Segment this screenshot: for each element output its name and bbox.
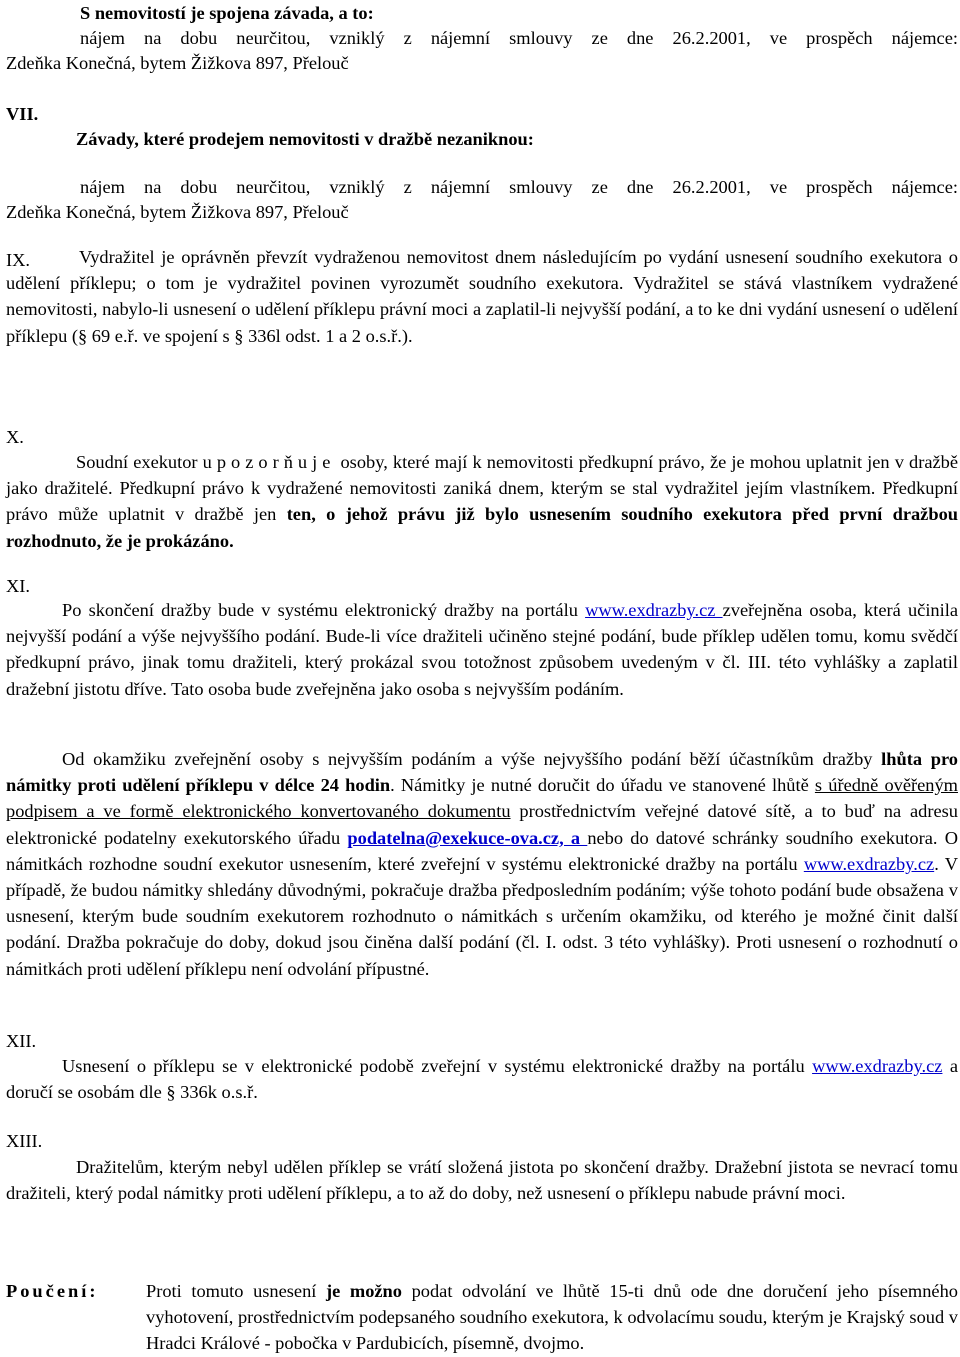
section-xiii-text: Dražitelům, kterým nebyl udělen příklep se vrátí složená jistota po skončení dražby. Dražební jistota se nevrací tomu dražiteli, který podal námitky proti udělení příklepu, a to až do doby, než usnesení o příklepu nabude právní moci. xyxy=(6,1157,958,1204)
objections-signature-underlined: s úředně ověřeným podpisem a ve formě elektronického konvertovaného dokumentu xyxy=(6,775,958,822)
section-x-text xyxy=(6,449,958,554)
section-xiii-number: XIII. xyxy=(6,1131,43,1151)
section-xii-text xyxy=(6,1053,958,1105)
section-ix-number: IX. xyxy=(6,250,31,270)
objections-deadline-bold: lhůta pro námitky proti udělení příklepu v délce 24 hodin xyxy=(6,749,958,796)
section-xii-text-b: a doručí se osobám dle § 336k o.s.ř. xyxy=(6,1056,958,1103)
lease-line-2: Zdeňka Konečná, bytem Žižkova 897, Přelouč xyxy=(6,53,349,73)
lease-line-1: nájem na dobu neurčitou, vzniklý z nájemní smlouvy ze dne 26.2.2001, ve prospěch nájemce: xyxy=(80,28,958,48)
objections-paragraph xyxy=(6,746,958,982)
objections-text-e: . V případě, že budou námitky shledány důvodnými, pokračuje dražba předposledním podáním; výše tohoto podání bude obsažena v usnesení, kterým bude soudním exekutorem rozhodnuto o námitkách s určením okamžiku, od kterého je možné činit další podání. Dražba pokračuje do doby, dokud jsou činěna další podání (čl. I. odst. 3 této vyhlášky). Proti usnesení o rozhodnutí o námitkách proti udělení příklepu není odvolání přípustné. xyxy=(6,853,958,979)
section-xii-text-a: Usnesení o příklepu se v elektronické podobě zveřejní v systému elektronické dražby na portálu xyxy=(62,1056,813,1076)
section-xii-number: XII. xyxy=(6,1031,37,1051)
section-xi-text xyxy=(6,597,958,702)
section-xi-text-b: zveřejněna osoba, která učinila nejvyšší podání a výše nejvyššího podání. Bude-li více dražiteli učiněno stejné podání, bude příklep udělen tomu, komu svědčí předkupní právo, jinak tomu dražiteli, který prokázal svou totožnost způsobem uvedeným v čl. III. této vyhlášky a zaplatil dražební jistotu dříve. Tato osoba bude zveřejněna jako osoba s nejvyšším podáním. xyxy=(6,600,959,699)
section-vii-line-2: Zdeňka Konečná, bytem Žižkova 897, Přelouč xyxy=(6,202,349,222)
objections-text-a: Od okamžiku zveřejnění osoby s nejvyšším podáním a výše nejvyššího podání běží účastníkům dražby xyxy=(62,749,882,769)
exdrazby-link-3[interactable]: www.exdrazby.cz xyxy=(812,1056,943,1076)
podatelna-email-link[interactable]: podatelna@exekuce-ova.cz, a xyxy=(347,827,588,848)
section-x-text-b: osoby, které mají k nemovitosti předkupní právo, že je mohou uplatnit jen v dražbě jako dražitelé. Předkupní právo k vydražené nemovitosti zaniká dnem, kterým se stal vydražitel jejím vlastníkem. Předkupní právo může uplatnit v dražbě jen xyxy=(6,452,959,525)
instruction-text-a: Proti tomuto usnesení xyxy=(146,1281,326,1301)
encumbrance-heading: S nemovitostí je spojena závada, a to: xyxy=(80,3,374,23)
objections-text-c: prostřednictvím veřejné datové sítě, a to buď na adresu elektronické podatelny exekutorského úřadu xyxy=(6,801,958,848)
instruction-text-b: podat odvolání ve lhůtě 15-ti dnů ode dne doručení jeho písemného vyhotovení, prostřednictvím podepsaného soudního exekutora, k odvolacímu soudu, kterým je Krajský soud v Hradci Králové - pobočka v Pardubicích, písemně, dvojmo. xyxy=(146,1281,958,1354)
section-vii-number: VII. xyxy=(6,104,39,124)
section-vii-title: Závady, které prodejem nemovitosti v dražbě nezaniknou: xyxy=(76,129,534,149)
exdrazby-link-2[interactable]: www.exdrazby.cz xyxy=(803,853,935,874)
section-vii-line-1: nájem na dobu neurčitou, vzniklý z nájemní smlouvy ze dne 26.2.2001, ve prospěch nájemce: xyxy=(80,177,958,197)
instruction-label: Poučení: xyxy=(6,1281,99,1301)
objections-text-b: . Námitky je nutné doručit do úřadu ve stanovené lhůtě xyxy=(390,775,815,796)
warns-spaced-word: upozorňuje xyxy=(202,452,336,472)
instruction-bold: je možno xyxy=(326,1281,402,1301)
section-xi-text-a: Po skončení dražby bude v systému elektronický dražby na portálu xyxy=(62,600,586,620)
section-xi-number: XI. xyxy=(6,576,31,596)
exdrazby-link[interactable]: www.exdrazby.cz xyxy=(585,600,723,620)
section-x-bold-text: ten, o jehož právu již bylo usnesením soudního exekutora před první dražbou rozhodnuto, že je prokázáno. xyxy=(6,504,958,551)
section-x-number: X. xyxy=(6,427,24,447)
objections-text-d: nebo do datové schránky soudního exekutora. O námitkách rozhodne soudní exekutor usnesením, které zveřejní v systému elektronické dražby na portálu xyxy=(6,827,958,874)
instruction-text xyxy=(146,1278,958,1357)
section-ix-text: Vydražitel je oprávněn převzít vydraženou nemovitost dnem následujícím po vydání usnesení soudního exekutora o udělení příklepu; o tom je vydražitel povinen vyrozumět soudního exekutora. Vydražitel se stává vlastníkem vydražené nemovitosti, nabylo-li usnesení o udělení příklepu právní moci a zaplatil-li nejvyšší podání, a to ke dni vydání usnesení o udělení příklepu (§ 69 e.ř. ve spojení s § 336l odst. 1 a 2 o.s.ř.). xyxy=(6,247,958,346)
section-x-text-a: Soudní exekutor xyxy=(76,452,203,472)
